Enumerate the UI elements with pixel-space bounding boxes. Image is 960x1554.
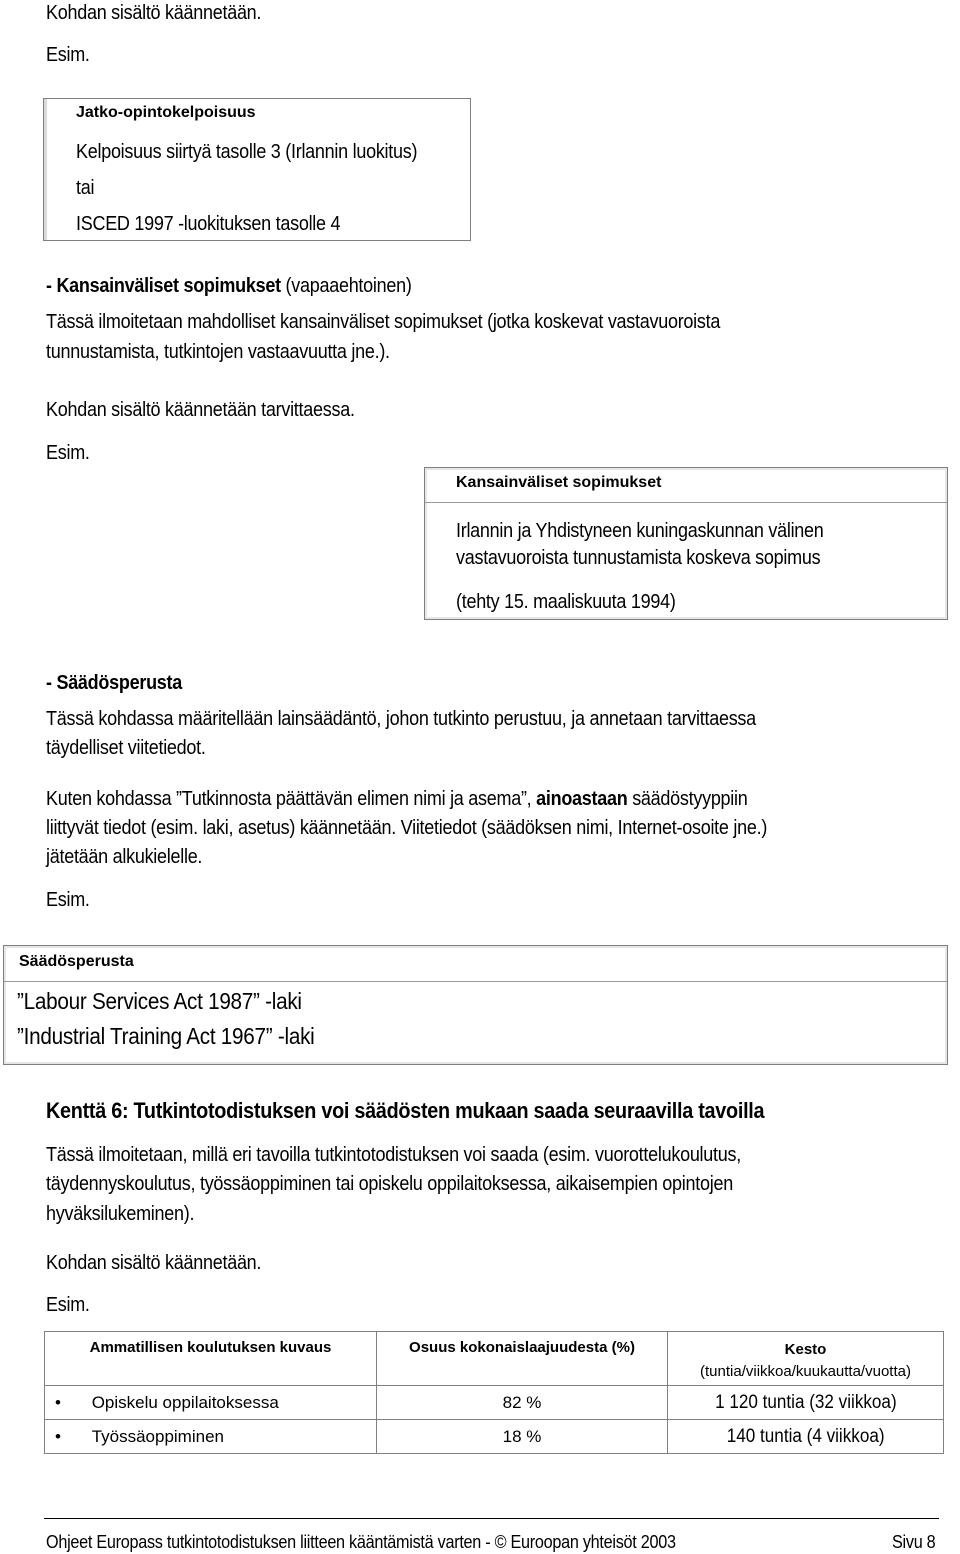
- bullet-icon: •: [55, 1392, 61, 1412]
- page-number: Sivu 8: [892, 1532, 936, 1552]
- legal-basis-box-heading: Säädösperusta: [19, 953, 134, 970]
- esim-label: Esim.: [46, 1294, 90, 1316]
- field-6-heading: Kenttä 6: Tutkintotodistuksen voi säädösten mukaan saada seuraavilla tavoilla: [46, 1098, 765, 1123]
- column-header-share: Osuus kokonaislaajuudesta (%): [377, 1332, 668, 1386]
- table-cell-description: • Opiskelu oppilaitoksessa: [45, 1386, 377, 1420]
- legal-basis-act: ”Industrial Training Act 1967” -laki: [17, 1023, 315, 1049]
- table-cell-share: 18 %: [377, 1420, 668, 1454]
- table-row: [45, 1386, 944, 1420]
- legal-basis-heading: - Säädösperusta: [46, 672, 182, 694]
- legal-basis-box-header: [4, 946, 947, 982]
- legal-basis-paragraph-line: Kuten kohdassa ”Tutkinnosta päättävän elimen nimi ja asema”, ainoastaan säädöstyyppiin: [46, 788, 748, 810]
- agreements-paragraph-line: Tässä ilmoitetaan mahdolliset kansainväliset sopimukset (jotka koskevat vastavuoroista: [46, 311, 721, 333]
- table-row: [45, 1420, 944, 1454]
- legal-basis-act: ”Labour Services Act 1987” -laki: [17, 988, 302, 1014]
- footer-text: Ohjeet Europass tutkintotodistuksen liitteen kääntämistä varten - © Euroopan yhteisöt 2003: [46, 1532, 676, 1552]
- legal-basis-box: [3, 945, 948, 1065]
- eligibility-box: [43, 98, 471, 241]
- table-cell-duration: 1 120 tuntia (32 viikkoa): [668, 1386, 944, 1420]
- field-6-paragraph-line: hyväksilukeminen).: [46, 1203, 195, 1225]
- bullet-icon: •: [55, 1426, 61, 1446]
- table-cell-share: 82 %: [377, 1386, 668, 1420]
- field-6-paragraph-line: täydennyskoulutus, työssäoppiminen tai opiskelu oppilaitoksessa, aikaisempien opintojen: [46, 1173, 733, 1195]
- esim-label: Esim.: [46, 44, 90, 66]
- eligibility-line: Kelpoisuus siirtyä tasolle 3 (Irlannin luokitus): [76, 141, 418, 163]
- field-6-note: Kohdan sisältö käännetään.: [46, 1252, 262, 1274]
- legal-basis-paragraph-line: jätetään alkukielelle.: [46, 846, 203, 868]
- footer-rule: [44, 1518, 939, 1519]
- legal-basis-paragraph-line: täydelliset viitetiedot.: [46, 737, 206, 759]
- legal-basis-paragraph-line: Tässä kohdassa määritellään lainsäädäntö, johon tutkinto perustuu, ja annetaan tarvittaessa: [46, 708, 756, 730]
- eligibility-line: ISCED 1997 -luokituksen tasolle 4: [76, 213, 341, 235]
- column-header-duration-unit: (tuntia/viikkoa/kuukautta/vuotta): [700, 1363, 911, 1380]
- agreements-box-heading: Kansainväliset sopimukset: [456, 474, 662, 491]
- agreements-box-line: (tehty 15. maaliskuuta 1994): [456, 591, 676, 613]
- column-header-description: Ammatillisen koulutuksen kuvaus: [45, 1332, 377, 1386]
- table-cell-description: • Työssäoppiminen: [45, 1420, 377, 1454]
- intro-text: Kohdan sisältö käännetään.: [46, 2, 262, 24]
- agreements-heading: - Kansainväliset sopimukset (vapaaehtoinen): [46, 275, 412, 297]
- eligibility-line: tai: [76, 177, 95, 199]
- agreements-paragraph-line: tunnustamista, tutkintojen vastaavuutta jne.).: [46, 341, 390, 363]
- agreements-box-line: Irlannin ja Yhdistyneen kuningaskunnan välinen: [456, 520, 824, 542]
- column-header-duration: [668, 1332, 944, 1386]
- esim-label: Esim.: [46, 442, 90, 464]
- training-table: [44, 1331, 944, 1454]
- agreements-note: Kohdan sisältö käännetään tarvittaessa.: [46, 399, 355, 421]
- esim-label: Esim.: [46, 889, 90, 911]
- agreements-box: [424, 467, 948, 620]
- field-6-paragraph-line: Tässä ilmoitetaan, millä eri tavoilla tutkintotodistuksen voi saada (esim. vuorottelukoulutus,: [46, 1144, 741, 1166]
- legal-basis-paragraph-line: liittyvät tiedot (esim. laki, asetus) käännetään. Viitetiedot (säädöksen nimi, Internet-osoite jne.): [46, 817, 768, 839]
- table-header-row: [45, 1332, 944, 1386]
- table-cell-duration: 140 tuntia (4 viikkoa): [668, 1420, 944, 1454]
- eligibility-heading: Jatko-opintokelpoisuus: [76, 104, 256, 121]
- column-header-duration-title: Kesto: [784, 1341, 827, 1358]
- agreements-box-line: vastavuoroista tunnustamista koskeva sopimus: [456, 547, 821, 569]
